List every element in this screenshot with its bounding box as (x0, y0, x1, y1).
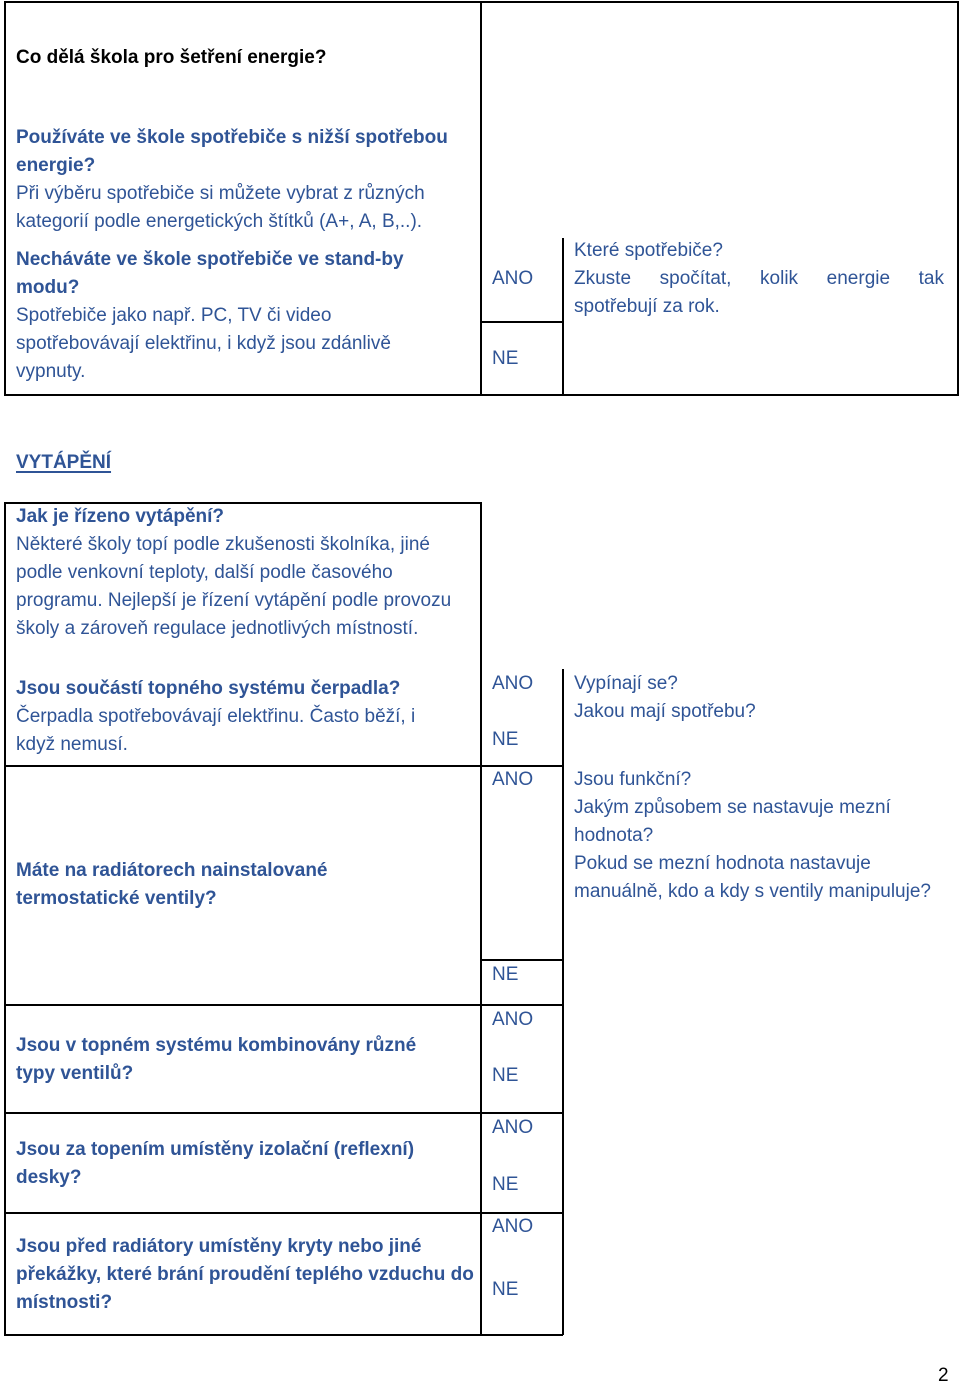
answer-ano-valves[interactable]: ANO (492, 769, 534, 790)
followup-standby-line: Které spotřebiče? (574, 240, 723, 261)
note-control-part: Nejlepší je řízení vytápění podle provozu školy a zároveň regulace jednotlivých místností. (16, 590, 452, 639)
answer-ne-pumps[interactable]: NE (492, 729, 519, 750)
answer-ne-combined[interactable]: NE (492, 1065, 519, 1086)
note-appliances: Při výběru spotřebiče si můžete vybrat z různých kategorií podle energetických štítků (A+, A, B,..). (16, 183, 425, 232)
question-block-pumps (16, 675, 456, 759)
question-block-control (16, 503, 471, 643)
question-block-standby (16, 246, 456, 386)
followup-valves-line: Jakým způsobem se nastavuje mezní hodnota? (574, 797, 891, 846)
section-heading: Co dělá škola pro šetření energie? (16, 47, 327, 68)
note-standby: Spotřebiče jako např. PC, TV či video spotřebovávají elektřinu, i když jsou zdánlivě vypnuty. (16, 305, 391, 382)
question-covers: Jsou před radiátory umístěny kryty nebo jiné překážky, které brání proudění teplého vzduchu do místnosti? (16, 1236, 474, 1313)
note-pumps: Čerpadla spotřebovávají elektřinu. Často běží, i když nemusí. (16, 706, 416, 755)
question-standby: Necháváte ve škole spotřebiče ve stand-by modu? (16, 249, 404, 298)
note-control (16, 531, 471, 643)
answer-ne-covers[interactable]: NE (492, 1279, 519, 1300)
followup-pumps-line: Jakou mají spotřebu? (574, 701, 756, 722)
question-insulation: Jsou za topením umístěny izolační (reflexní) desky? (16, 1139, 415, 1188)
answer-ano-covers[interactable]: ANO (492, 1216, 534, 1237)
answer-ne-valves[interactable]: NE (492, 964, 519, 985)
question-appliances: Používáte ve škole spotřebiče s nižší spotřebou energie? (16, 127, 448, 176)
answer-ano-standby[interactable]: ANO (492, 268, 534, 289)
question-block-appliances (16, 124, 468, 236)
page-number: 2 (938, 1365, 949, 1386)
followup-pumps (574, 670, 944, 726)
question-valves: Máte na radiátorech nainstalované termostatické ventily? (16, 860, 328, 909)
answer-ano-insulation[interactable]: ANO (492, 1117, 534, 1138)
question-pumps: Jsou součástí topného systému čerpadla? (16, 678, 401, 699)
question-control: Jak je řízeno vytápění? (16, 506, 225, 527)
answer-ne-insulation[interactable]: NE (492, 1174, 519, 1195)
answer-ano-pumps[interactable]: ANO (492, 673, 534, 694)
followup-valves (574, 766, 934, 906)
note-control-part: Některé školy topí podle zkušenosti školníka, jiné podle venkovní teploty, další podle časového programu. (16, 534, 430, 611)
heating-heading: VYTÁPĚNÍ (16, 452, 112, 473)
question-combined-valves: Jsou v topném systému kombinovány různé typy ventilů? (16, 1035, 417, 1084)
followup-pumps-line: Vypínají se? (574, 673, 678, 694)
followup-standby-line: Zkuste spočítat, kolik energie tak (574, 268, 944, 289)
followup-valves-line: Jsou funkční? (574, 769, 692, 790)
answer-ano-combined[interactable]: ANO (492, 1009, 534, 1030)
followup-standby (574, 237, 944, 321)
followup-standby-line: spotřebují za rok. (574, 296, 720, 317)
answer-ne-standby[interactable]: NE (492, 348, 519, 369)
followup-valves-line: Pokud se mezní hodnota nastavuje manuálně, kdo a kdy s ventily manipuluje? (574, 853, 931, 902)
